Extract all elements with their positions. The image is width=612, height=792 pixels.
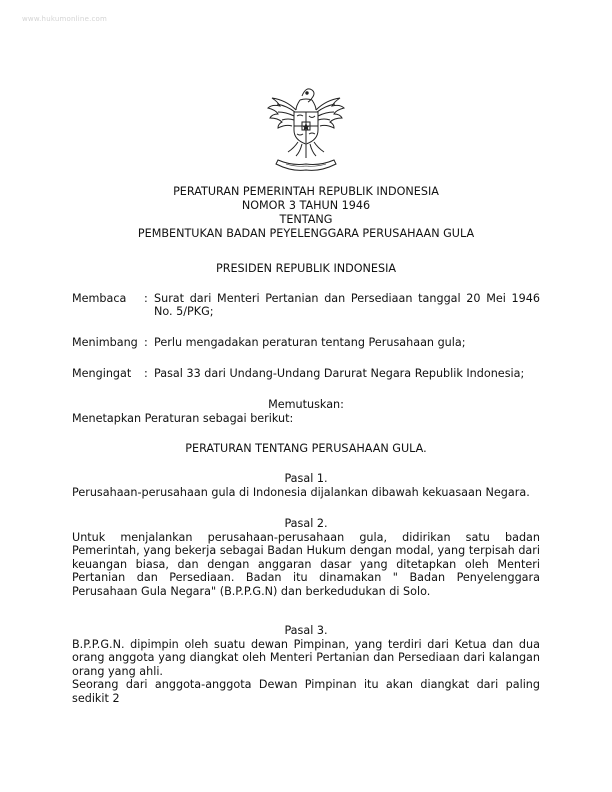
article-paragraph: Perusahaan-perusahaan gula di Indonesia dijalankan dibawah kekuasaan Negara. bbox=[72, 486, 530, 499]
consideration-label: Membaca bbox=[72, 292, 127, 305]
title-line-2: NOMOR 3 TAHUN 1946 bbox=[241, 199, 371, 212]
article-paragraph: Untuk menjalankan perusahaan-perusahaan gula, didirikan satu badan Pemerintah, yang bekerja sebagai Badan Hukum dengan modal, yang terpisah dari keuangan biasa, dan dengan anggaran dasar yang ditetapkan oleh Menteri Pertanian dan Persediaan. Badan itu dinamakan " Badan Penyelenggara Perusahaan Gula Negara" (B.P.P.G.N) dan berkedudukan di Solo. bbox=[72, 531, 540, 598]
title-line-3: TENTANG bbox=[279, 213, 333, 226]
issuer: PRESIDEN REPUBLIK INDONESIA bbox=[215, 262, 397, 275]
article-paragraph: Seorang dari anggota-anggota Dewan Pimpinan itu akan diangkat dari paling sedikit 2 bbox=[72, 678, 540, 705]
consideration-label: Menimbang bbox=[72, 336, 138, 349]
regulation-title: PERATURAN TENTANG PERUSAHAAN GULA. bbox=[185, 442, 427, 455]
article-1-body bbox=[72, 486, 540, 499]
consideration-separator: : bbox=[144, 336, 148, 349]
title-line-4: PEMBENTUKAN BADAN PEYELENGGARA PERUSAHAAN GULA bbox=[137, 227, 475, 240]
consideration-mengingat bbox=[72, 367, 540, 380]
article-1-title: Pasal 1. bbox=[284, 472, 328, 485]
title-line-1: PERATURAN PEMERINTAH REPUBLIK INDONESIA bbox=[173, 185, 439, 198]
article-2-body bbox=[72, 531, 540, 598]
decision-heading: Memutuskan: bbox=[268, 398, 344, 411]
article-3-title: Pasal 3. bbox=[284, 624, 328, 637]
consideration-text: Perlu mengadakan peraturan tentang Perusahaan gula; bbox=[154, 336, 466, 349]
consideration-text: Pasal 33 dari Undang-Undang Darurat Negara Republik Indonesia; bbox=[154, 367, 525, 380]
consideration-membaca bbox=[72, 292, 540, 319]
article-paragraph: B.P.P.G.N. dipimpin oleh suatu dewan Pimpinan, yang terdiri dari Ketua dan dua orang anggota yang diangkat oleh Menteri Pertanian dan Persediaan dari kalangan orang yang ahli. bbox=[72, 638, 540, 678]
article-2-title: Pasal 2. bbox=[284, 517, 328, 530]
garuda-emblem-icon bbox=[264, 82, 348, 172]
consideration-menimbang bbox=[72, 336, 540, 349]
consideration-text: Surat dari Menteri Pertanian dan Persediaan tanggal 20 Mei 1946 No. 5/PKG; bbox=[154, 292, 540, 319]
watermark: www.hukumonline.com bbox=[22, 15, 108, 23]
article-3-body bbox=[72, 638, 540, 705]
decision-statement: Menetapkan Peraturan sebagai berikut: bbox=[72, 412, 294, 425]
consideration-separator: : bbox=[144, 292, 148, 305]
consideration-label: Mengingat bbox=[72, 367, 132, 380]
consideration-separator: : bbox=[144, 367, 148, 380]
